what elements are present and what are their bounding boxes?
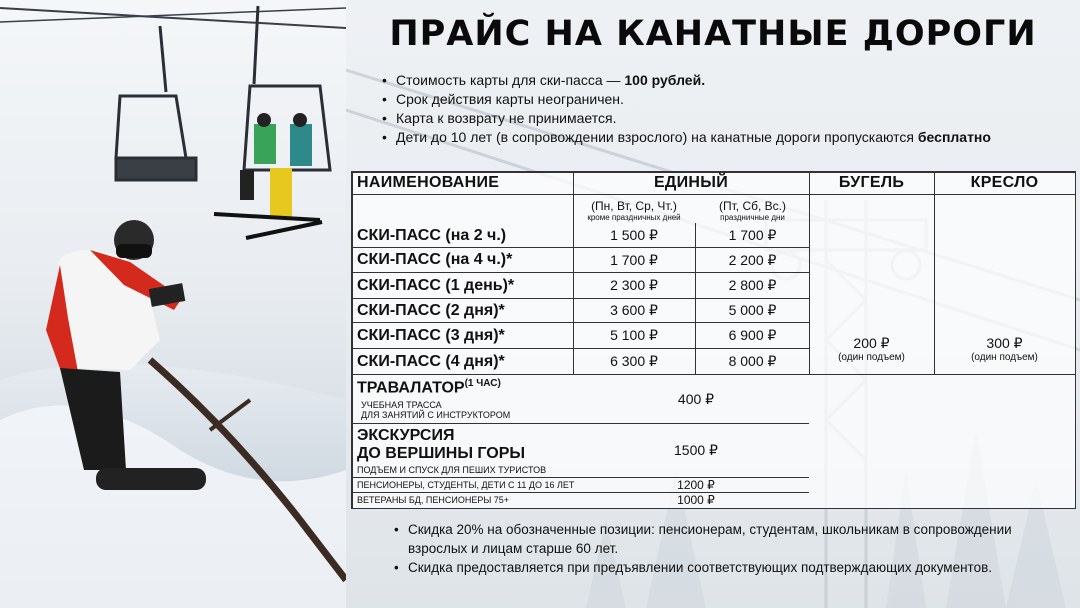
note-children-free: • Дети до 10 лет (в сопровождении взрослого) на канатные дороги пропускаются бесплатно <box>378 128 991 147</box>
row-skipass-4d-weekday: 6 300 ₽ <box>610 353 658 369</box>
row-skipass-3d-name: СКИ-ПАСС (3 дня)* <box>357 326 505 344</box>
row-skipass-3d-weekend: 6 900 ₽ <box>728 327 777 343</box>
subheader-weekday: (Пн, Вт, Ср, Чт.) кроме праздничных дней <box>587 198 681 222</box>
note-discount-documents: • Скидка предоставляется при предъявлении соответствующих подтверждающих документов. <box>390 558 1030 577</box>
chair-price-cell: 300 ₽ (один подъем) <box>971 335 1038 363</box>
row-travelator-name: $ТРАВАЛАТОР^{(1 ЧАС)}$ УЧЕБНАЯ ТРАССА ДЛЯ ЗАНЯТИЙ С ИНСТРУКТОРОМ <box>357 377 511 421</box>
row-excursion-discount-2-price: 1000 ₽ <box>677 493 715 507</box>
skier-figures <box>214 113 322 238</box>
chairlift-chair-empty <box>116 26 196 180</box>
note-discount-20: • Скидка 20% на обозначенные позиции: пенсионерам, студентам, школьникам в сопровождении взрослых и лицам старше 60 лет. <box>390 520 1030 558</box>
row-skipass-3d-weekday: 5 100 ₽ <box>610 327 658 343</box>
row-excursion-discount-1-label: ПЕНСИОНЕРЫ, СТУДЕНТЫ, ДЕТИ С 11 ДО 16 ЛЕТ <box>357 480 575 490</box>
row-skipass-4d-name: СКИ-ПАСС (4 дня)* <box>357 352 505 370</box>
row-skipass-2h-weekend: 1 700 ₽ <box>728 227 777 243</box>
row-skipass-2h-weekday: 1 500 ₽ <box>610 227 658 243</box>
bottom-notes-list <box>390 520 1030 577</box>
ski-resort-photo <box>0 0 346 608</box>
row-skipass-2d-weekend: 5 000 ₽ <box>728 302 777 318</box>
row-skipass-1d-weekday: 2 300 ₽ <box>610 277 658 293</box>
note-card-cost: • Стоимость карты для ски-пасса — 100 рублей. <box>378 71 991 90</box>
subheader-weekend: (Пт, Сб, Вс.) праздничные дни <box>719 198 786 222</box>
row-excursion-name: ЭКСКУРСИЯ ДО ВЕРШИНЫ ГОРЫ ПОДЪЕМ И СПУСК ДЛЯ ПЕШИХ ТУРИСТОВ <box>357 426 547 475</box>
top-notes-list <box>378 71 991 147</box>
row-travelator-price: 400 ₽ <box>677 390 715 407</box>
header-unified: ЕДИНЫЙ <box>653 173 729 191</box>
row-skipass-1d-name: СКИ-ПАСС (1 день)* <box>357 276 515 294</box>
header-chair: КРЕСЛО <box>970 173 1039 191</box>
row-skipass-4d-weekend: 8 000 ₽ <box>728 353 777 369</box>
header-name: НАИМЕНОВАНИЕ <box>357 173 500 191</box>
row-skipass-1d-weekend: 2 800 ₽ <box>728 277 777 293</box>
row-excursion-price: 1500 ₽ <box>674 442 718 458</box>
row-skipass-2h-name: СКИ-ПАСС (на 2 ч.) <box>357 226 507 244</box>
price-table <box>351 171 1076 509</box>
page-title: ПРАЙС НА КАНАТНЫЕ ДОРОГИ <box>389 14 1037 54</box>
note-card-no-refund: • Карта к возврату не принимается. <box>378 109 991 128</box>
bugel-price-cell: 200 ₽ (один подъем) <box>838 335 905 363</box>
row-excursion-discount-1-price: 1200 ₽ <box>677 478 715 492</box>
row-skipass-2d-name: СКИ-ПАСС (2 дня)* <box>357 301 505 319</box>
row-skipass-4h-name: СКИ-ПАСС (на 4 ч.)* <box>357 251 513 268</box>
header-bugel: БУГЕЛЬ <box>838 173 905 191</box>
row-excursion-discount-2-label: ВЕТЕРАНЫ БД, ПЕНСИОНЕРЫ 75+ <box>357 495 510 505</box>
row-skipass-2d-weekday: 3 600 ₽ <box>610 302 658 318</box>
photo-illustration <box>0 0 346 608</box>
row-skipass-4h-weekday: 1 700 ₽ <box>610 251 658 268</box>
note-card-validity: • Срок действия карты неограничен. <box>378 90 991 109</box>
row-skipass-4h-weekend: 2 200 ₽ <box>728 251 777 268</box>
